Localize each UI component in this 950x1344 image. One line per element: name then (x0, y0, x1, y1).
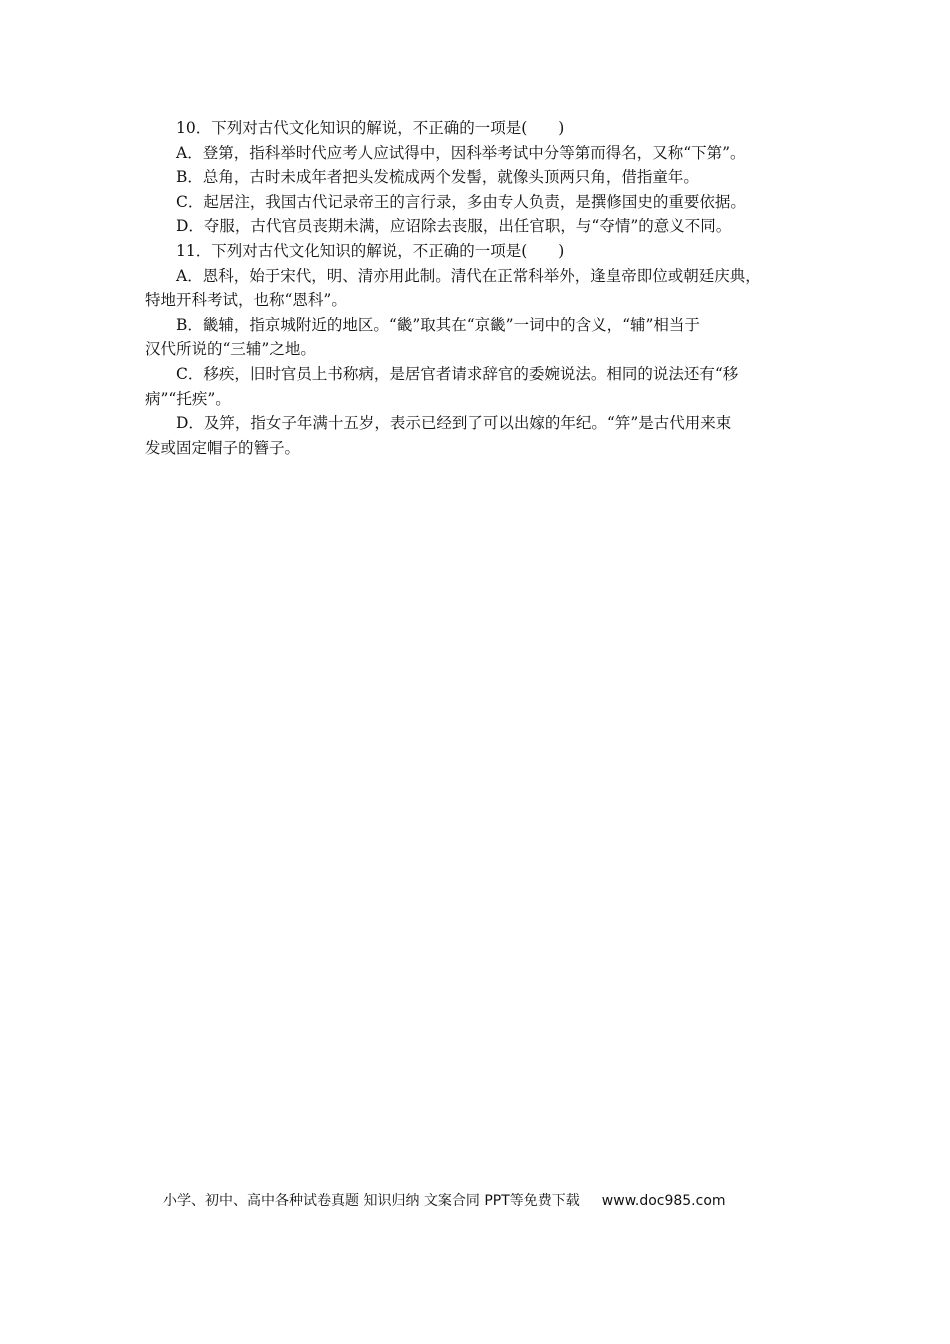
option-line: 汉代所说的“三辅”之地。 (145, 340, 316, 359)
document-body (145, 116, 810, 460)
question-10-option-a: A．登第，指科举时代应考人应试得中，因科举考试中分等第而得名，又称“下第”。 (176, 143, 746, 162)
question-10-option-c: C．起居注，我国古代记录帝王的言行录，多由专人负责，是撰修国史的重要依据。 (176, 192, 746, 211)
question-11-stem: 11．下列对古代文化知识的解说，不正确的一项是( ) (176, 241, 565, 260)
question-11-option-b (145, 313, 810, 362)
option-line: A．恩科，始于宋代，明、清亦用此制。清代在正常科举外，逢皇帝即位或朝廷庆典， (176, 266, 761, 285)
option-line: 发或固定帽子的簪子。 (145, 438, 301, 457)
question-10-option-d: D．夺服，古代官员丧期未满，应诏除去丧服，出任官职，与“夺情”的意义不同。 (176, 217, 732, 236)
option-line: D．及笄，指女子年满十五岁，表示已经到了可以出嫁的年纪。“笄”是古代用来束 (176, 414, 732, 433)
option-line: 特地开科考试，也称“恩科”。 (145, 291, 347, 310)
footer-site-link[interactable]: www.doc985.com (601, 1193, 726, 1209)
option-line: C．移疾，旧时官员上书称病，是居官者请求辞官的委婉说法。相同的说法还有“移 (176, 364, 739, 383)
question-11-option-d (145, 411, 810, 460)
question-11-option-a (145, 264, 810, 313)
question-10-stem: 10．下列对古代文化知识的解说，不正确的一项是( ) (176, 119, 565, 137)
page-footer (163, 1190, 726, 1210)
question-10-option-b: B．总角，古时未成年者把头发梳成两个发髻，就像头顶两只角，借指童年。 (176, 168, 699, 187)
footer-text: 小学、初中、高中各种试卷真题 知识归纳 文案合同 PPT等免费下载 (163, 1193, 580, 1209)
question-11-option-c (145, 362, 810, 411)
option-line: B．畿辅，指京城附近的地区。“畿”取其在“京畿”一词中的含义，“辅”相当于 (176, 315, 700, 334)
option-line: 病”“托疾”。 (145, 389, 231, 408)
